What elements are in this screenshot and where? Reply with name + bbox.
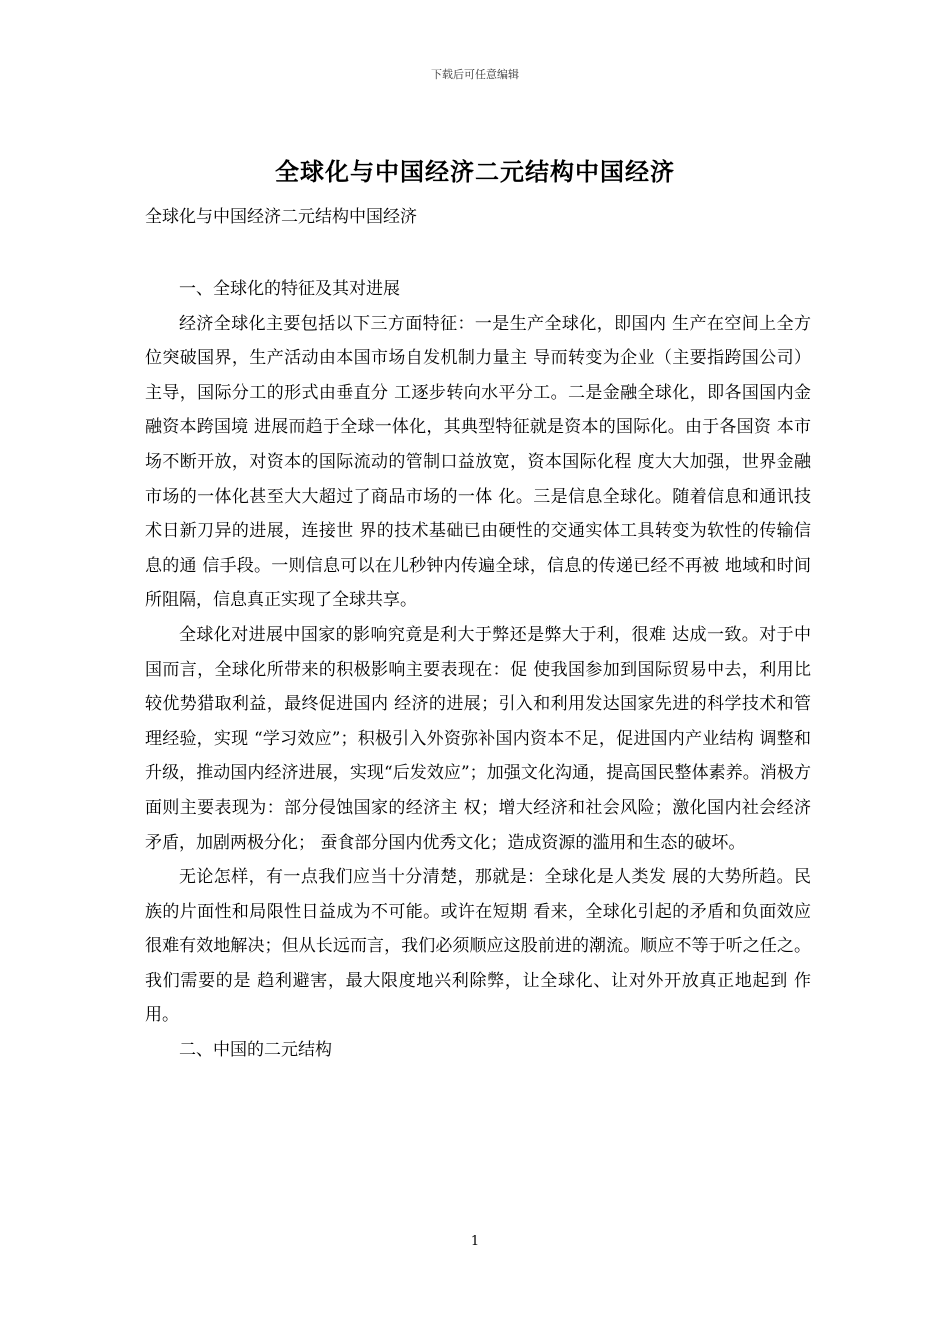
body-paragraph: 全球化对进展中国家的影响究竟是利大于弊还是弊大于利，很难 达成一致。对于中国而言，全球化所带来的积极影响主要表现在：促 使我国参加到国际贸易中去，利用比较优势猎取利益，最终促进国内 经济的进展；引入和利用发达国家先进的科学技术和管理经验，实现 “学习效应”；积极引入外资弥补国内资本不足，促进国内产业结构 调整和升级，推动国内经济进展，实现“后发效应”；加强文化沟通，提高国民整体素养。消极方面则主要表现为：部分侵蚀国家的经济主 权；增大经济和社会风险；激化国内社会经济矛盾，加剧两极分化； 蚕食部分国内优秀文化；造成资源的滥用和生态的破坏。	[145, 624, 811, 853]
page-number: 1	[470, 1234, 480, 1249]
body-paragraph: 经济全球化主要包括以下三方面特征：一是生产全球化，即国内 生产在空间上全方位突破国界，生产活动由本国市场自发机制力量主 导而转变为企业（主要指跨国公司）主导，国际分工的形式由垂直分 工逐步转向水平分工。二是金融全球化，即各国国内金融资本跨国境 进展而趋于全球一体化，其典型特征就是资本的国际化。由于各国资 本市场不断开放，对资本的国际流动的管制口益放宽，资本国际化程 度大大加强，世界金融市场的一体化甚至大大超过了商品市场的一体 化。三是信息全球化。随着信息和通讯技术日新刀异的进展，连接世 界的技术基础已由硬性的交通实体工具转变为软性的传输信息的通 信手段。一则信息可以在儿秒钟内传遍全球，信息的传递已经不再被 地域和时间所阻隔，信息真正实现了全球共享。	[145, 313, 811, 611]
page-header-note: 下载后可任意编辑	[431, 68, 519, 81]
document-subtitle: 全球化与中国经济二元结构中国经济	[145, 207, 417, 227]
section-heading: 二、中国的二元结构	[179, 1040, 332, 1061]
section-heading: 一、全球化的特征及其对进展	[179, 279, 400, 299]
body-paragraph: 无论怎样，有一点我们应当十分清楚，那就是：全球化是人类发 展的大势所趋。民族的片面性和局限性日益成为不可能。或许在短期 看来，全球化引起的矛盾和负面效应很难有效地解决；但从长远而言，我们必须顺应这股前进的潮流。顺应不等于听之任之。我们需要的是 趋利避害，最大限度地兴利除弊，让全球化、让对外开放真正地起到 作用。	[145, 867, 811, 1026]
document-title: 全球化与中国经济二元结构中国经济	[275, 157, 675, 186]
document-body	[145, 272, 811, 1068]
